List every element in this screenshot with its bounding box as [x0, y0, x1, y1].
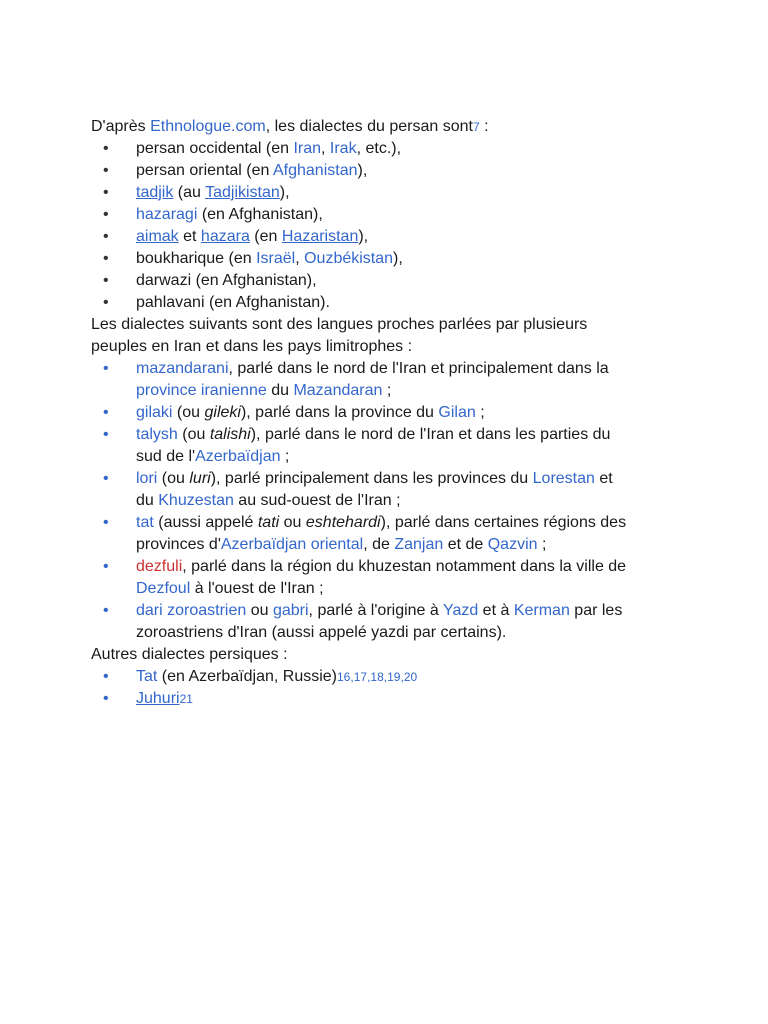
- link-irak[interactable]: Irak: [329, 140, 357, 157]
- footnote-ref[interactable]: 7: [472, 120, 480, 134]
- link-tadjik[interactable]: tadjik: [136, 184, 174, 201]
- item-text: ),: [357, 162, 368, 179]
- item-text: ;: [280, 448, 290, 465]
- link-iran[interactable]: Iran: [293, 140, 322, 157]
- item-text: , de: [363, 536, 395, 553]
- ethnologue-link[interactable]: Ethnologue.com: [150, 118, 266, 135]
- item-text: au sud-ouest de l'Iran ;: [233, 492, 401, 509]
- item-text: et: [178, 228, 201, 245]
- list-item: [91, 358, 691, 380]
- item-text: et à: [478, 602, 514, 619]
- bullet-icon: •: [103, 294, 109, 311]
- item-italic: tati: [257, 514, 280, 531]
- list-item: [91, 424, 691, 446]
- link-aimak[interactable]: aimak: [136, 228, 179, 245]
- list-item: [91, 182, 691, 204]
- footnote-sep: ,: [350, 670, 354, 684]
- paragraph-line: Autres dialectes persiques :: [91, 646, 288, 663]
- link-lori[interactable]: lori: [136, 470, 158, 487]
- link-juhuri[interactable]: Juhuri: [136, 690, 180, 707]
- item-text: persan oriental (en: [136, 162, 273, 179]
- link-khuzestan[interactable]: Khuzestan: [158, 492, 234, 509]
- item-text: ), parlé principalement dans les provinces du: [210, 470, 533, 487]
- list-item: [91, 138, 691, 160]
- link-dezfuli[interactable]: dezfuli: [136, 558, 183, 575]
- list-item: [91, 512, 691, 534]
- bullet-icon: •: [103, 140, 109, 157]
- list-item: [91, 292, 691, 314]
- footnote-ref[interactable]: 16: [337, 670, 351, 684]
- item-text: ),: [358, 228, 369, 245]
- intro-paragraph: [91, 116, 691, 138]
- item-text: ), parlé dans certaines régions des: [380, 514, 627, 531]
- item-text: ;: [475, 404, 485, 421]
- list-item: [91, 160, 691, 182]
- item-italic: gileki: [204, 404, 241, 421]
- link-yazd[interactable]: Yazd: [442, 602, 479, 619]
- item-text: , parlé à l'origine à: [308, 602, 443, 619]
- item-text: (aussi appelé: [153, 514, 258, 531]
- list-item-continuation: [91, 622, 691, 644]
- list-item: [91, 204, 691, 226]
- link-talysh[interactable]: talysh: [136, 426, 178, 443]
- list-item-continuation: [91, 446, 691, 468]
- link-gilan[interactable]: Gilan: [438, 404, 476, 421]
- item-text: (ou: [172, 404, 205, 421]
- bullet-icon: •: [103, 184, 109, 201]
- link-lorestan[interactable]: Lorestan: [532, 470, 595, 487]
- item-text: du: [266, 382, 294, 399]
- item-text: sud de l': [136, 448, 196, 465]
- footnote-sep: ,: [400, 670, 404, 684]
- link-hazara[interactable]: hazara: [200, 228, 250, 245]
- list-item: [91, 270, 691, 292]
- link-mazandarani[interactable]: mazandarani: [136, 360, 229, 377]
- item-text: , etc.),: [356, 140, 402, 157]
- bullet-icon: •: [103, 690, 109, 707]
- bullet-icon: •: [103, 228, 109, 245]
- link-gilaki[interactable]: gilaki: [136, 404, 173, 421]
- link-tat-2[interactable]: Tat: [136, 668, 158, 685]
- bullet-icon: •: [103, 272, 109, 289]
- item-text: ), parlé dans la province du: [240, 404, 439, 421]
- list-item-continuation: [91, 534, 691, 556]
- bullet-icon: •: [103, 404, 109, 421]
- list-item: [91, 248, 691, 270]
- link-tat[interactable]: tat: [136, 514, 154, 531]
- item-text: provinces d': [136, 536, 221, 553]
- link-mazandaran[interactable]: Mazandaran: [293, 382, 383, 399]
- intro-text-2: , les dialectes du persan sont: [265, 118, 473, 135]
- item-text: , parlé dans le nord de l'Iran et principalement dans la: [228, 360, 609, 377]
- item-text: et: [594, 470, 613, 487]
- item-text: (ou: [157, 470, 190, 487]
- bullet-icon: •: [103, 360, 109, 377]
- link-ouzbekistan[interactable]: Ouzbékistan: [304, 250, 394, 267]
- link-dari-zoroastrien[interactable]: dari zoroastrien: [136, 602, 247, 619]
- bullet-icon: •: [103, 250, 109, 267]
- item-text: , parlé dans la région du khuzestan notamment dans la ville de: [182, 558, 627, 575]
- item-text: ;: [382, 382, 392, 399]
- bullet-icon: •: [103, 162, 109, 179]
- list-item: [91, 688, 691, 710]
- item-text: ou: [279, 514, 306, 531]
- item-text: par les: [569, 602, 623, 619]
- list-item: [91, 402, 691, 424]
- item-text: (en Afghanistan),: [197, 206, 323, 223]
- paragraph-line: peuples en Iran et dans les pays limitrophes :: [91, 338, 413, 355]
- item-text: ,: [295, 250, 305, 267]
- item-italic: eshtehardi: [305, 514, 381, 531]
- footnote-ref[interactable]: 17: [353, 670, 368, 684]
- item-text: ou: [246, 602, 273, 619]
- item-text: (en: [249, 228, 282, 245]
- link-azerbaidjan[interactable]: Azerbaïdjan: [195, 448, 281, 465]
- item-italic: talishi: [209, 426, 251, 443]
- item-text: ,: [321, 140, 330, 157]
- item-text: (ou: [177, 426, 210, 443]
- list-item-continuation: [91, 380, 691, 402]
- bullet-icon: •: [103, 470, 109, 487]
- item-text: (au: [173, 184, 206, 201]
- link-afghanistan[interactable]: Afghanistan: [272, 162, 358, 179]
- list-item-continuation: [91, 578, 691, 600]
- bullet-icon: •: [103, 206, 109, 223]
- list-item: [91, 556, 691, 578]
- list-item: [91, 666, 691, 688]
- list-item: [91, 226, 691, 248]
- bullet-icon: •: [103, 558, 109, 575]
- link-kerman[interactable]: Kerman: [513, 602, 570, 619]
- footnote-sep: ,: [367, 670, 371, 684]
- link-tadjikistan[interactable]: Tadjikistan: [205, 184, 280, 201]
- item-text: ;: [537, 536, 547, 553]
- item-italic: luri: [189, 470, 211, 487]
- list-item-continuation: [91, 490, 691, 512]
- item-text: et de: [443, 536, 488, 553]
- link-province-iranienne[interactable]: province iranienne: [136, 382, 267, 399]
- bullet-icon: •: [103, 668, 109, 685]
- item-text: pahlavani (en Afghanistan).: [136, 294, 330, 311]
- footnote-ref[interactable]: 20: [403, 670, 418, 684]
- footnote-ref[interactable]: 21: [179, 692, 193, 706]
- item-text: ), parlé dans le nord de l'Iran et dans les parties du: [250, 426, 611, 443]
- bullet-icon: •: [103, 426, 109, 443]
- document-body: [91, 116, 691, 710]
- list-item: [91, 468, 691, 490]
- item-text: persan occidental (en: [136, 140, 294, 157]
- link-qazvin[interactable]: Qazvin: [487, 536, 538, 553]
- bullet-icon: •: [103, 514, 109, 531]
- item-text: ),: [393, 250, 403, 267]
- link-hazaragi[interactable]: hazaragi: [136, 206, 198, 223]
- link-zanjan[interactable]: Zanjan: [394, 536, 444, 553]
- item-text: zoroastriens d'Iran (aussi appelé yazdi par certains).: [136, 624, 507, 641]
- item-text: à l'ouest de l'Iran ;: [190, 580, 324, 597]
- list-item: [91, 600, 691, 622]
- intro-text: D'après: [91, 118, 151, 135]
- item-text: (en Azerbaïdjan, Russie): [157, 668, 337, 685]
- bullet-icon: •: [103, 602, 109, 619]
- item-text: du: [136, 492, 159, 509]
- footnote-sep: ,: [383, 670, 388, 684]
- link-gabri[interactable]: gabri: [272, 602, 309, 619]
- link-dezfoul[interactable]: Dezfoul: [136, 580, 191, 597]
- link-azerbaidjan-oriental[interactable]: Azerbaïdjan oriental: [220, 536, 364, 553]
- footnote-ref[interactable]: 18: [370, 670, 384, 684]
- footnote-ref[interactable]: 19: [387, 670, 401, 684]
- intro-text-3: :: [479, 118, 489, 135]
- item-text: ),: [279, 184, 290, 201]
- item-text: boukharique (en: [136, 250, 257, 267]
- link-israel[interactable]: Israël: [256, 250, 296, 267]
- link-hazaristan[interactable]: Hazaristan: [281, 228, 359, 245]
- item-text: darwazi (en Afghanistan),: [136, 272, 317, 289]
- paragraph-line: Les dialectes suivants sont des langues proches parlées par plusieurs: [91, 316, 588, 333]
